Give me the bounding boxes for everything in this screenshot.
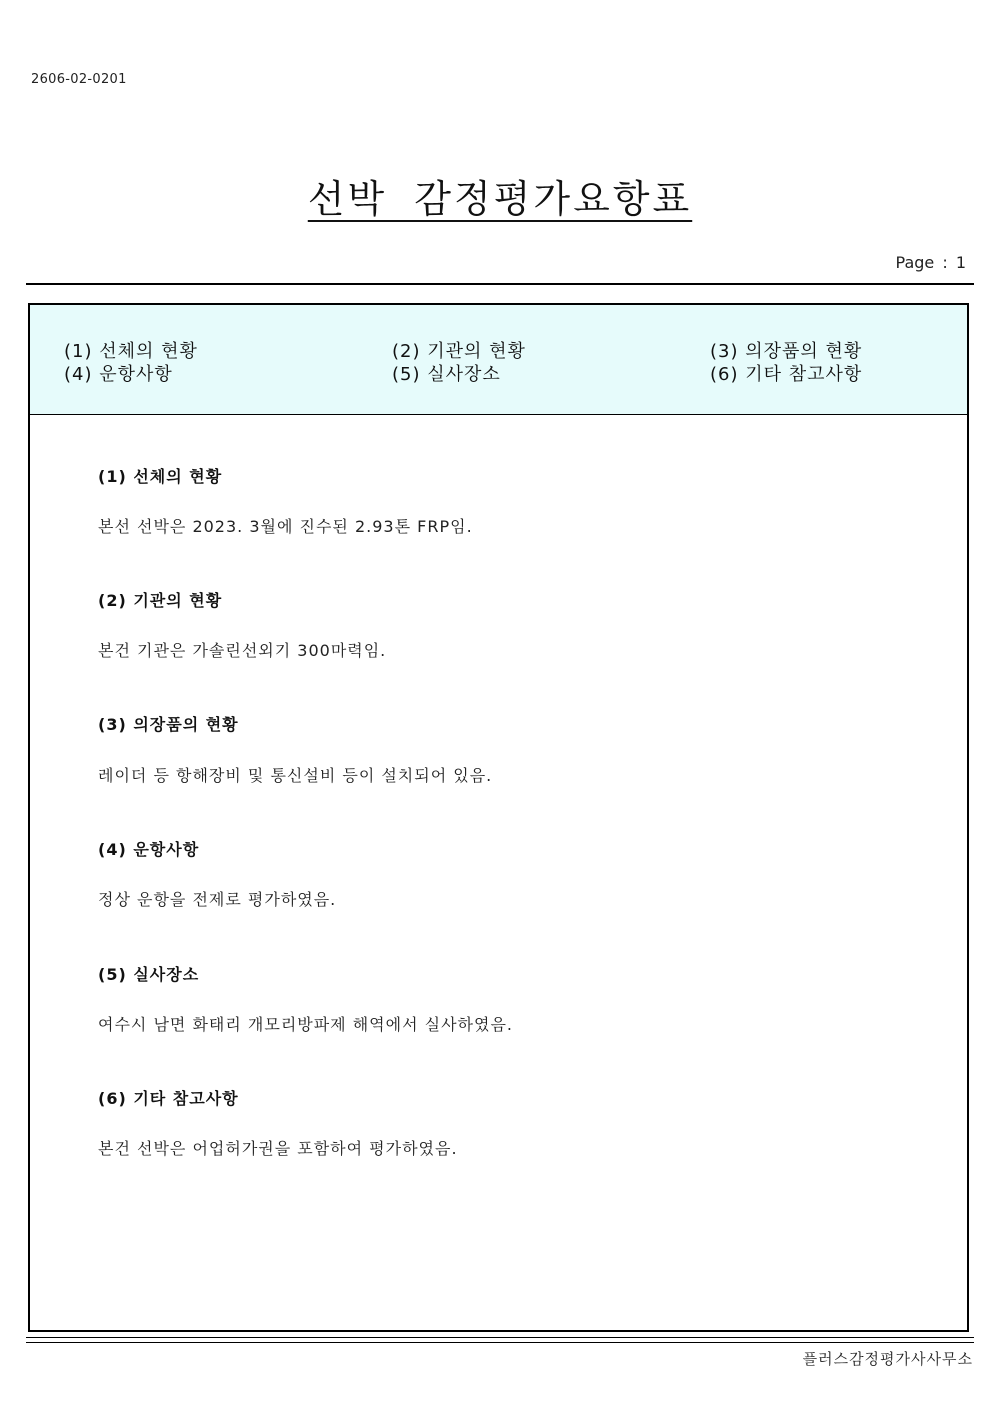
content-frame — [28, 303, 969, 1332]
section-heading-inspection-site: (5) 실사장소 — [98, 965, 200, 984]
section-body-equipment: 레이더 등 항해장비 및 통신설비 등이 설치되어 있음. — [98, 766, 493, 785]
section-body-operation: 정상 운항을 전제로 평가하였음. — [98, 890, 337, 909]
section-heading-equipment: (3) 의장품의 현황 — [98, 715, 239, 734]
summary-item-inspection-site: (5) 실사장소 — [392, 364, 501, 385]
footer-office-name: 플러스감정평가사사무소 — [802, 1350, 973, 1368]
summary-box — [30, 305, 967, 415]
summary-item-other-notes: (6) 기타 참고사항 — [710, 364, 863, 385]
page-number: Page : 1 — [895, 253, 966, 272]
summary-item-engine: (2) 기관의 현황 — [392, 341, 526, 362]
document-title-text: 선박 감정평가요항표 — [307, 177, 693, 221]
footer-divider-bottom — [26, 1342, 974, 1343]
section-body-other-notes: 본건 선박은 어업허가권을 포함하여 평가하였음. — [98, 1139, 458, 1158]
summary-item-hull: (1) 선체의 현황 — [64, 341, 198, 362]
section-body-engine: 본건 기관은 가솔린선외기 300마력임. — [98, 641, 387, 660]
section-heading-operation: (4) 운항사항 — [98, 840, 200, 859]
section-body-inspection-site: 여수시 남면 화태리 개모리방파제 해역에서 실사하였음. — [98, 1015, 514, 1034]
section-heading-other-notes: (6) 기타 참고사항 — [98, 1089, 239, 1108]
summary-item-operation: (4) 운항사항 — [64, 364, 173, 385]
header-divider — [26, 283, 974, 285]
section-heading-hull: (1) 선체의 현황 — [98, 467, 223, 486]
document-id: 2606-02-0201 — [31, 72, 127, 87]
summary-item-equipment: (3) 의장품의 현황 — [710, 341, 863, 362]
footer-divider-top — [26, 1337, 974, 1338]
section-heading-engine: (2) 기관의 현황 — [98, 591, 223, 610]
section-body-hull: 본선 선박은 2023. 3월에 진수된 2.93톤 FRP임. — [98, 517, 473, 536]
document-title — [0, 168, 1000, 223]
